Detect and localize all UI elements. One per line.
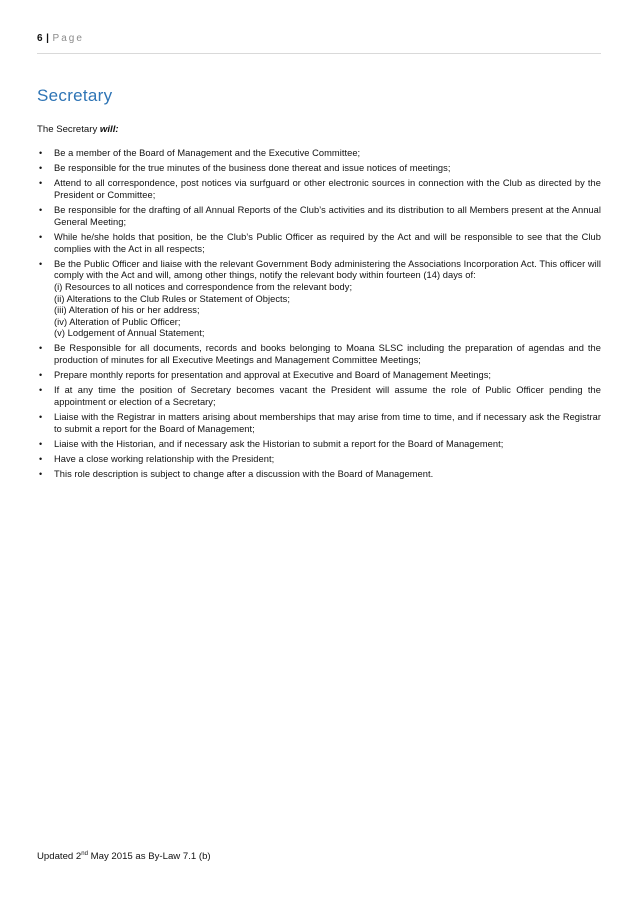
list-item (37, 412, 601, 435)
bullet-icon: • (39, 385, 43, 396)
list-item (37, 370, 601, 382)
list-item (37, 343, 601, 366)
bullet-icon: • (39, 454, 43, 465)
sub-item-text: (i) Resources to all notices and correspondence from the relevant body; (54, 281, 353, 292)
footer-suffix: May 2015 as By-Law 7.1 (b) (87, 851, 211, 862)
bullet-icon: • (39, 469, 43, 480)
list-item (37, 385, 601, 408)
bullet-icon: • (39, 148, 43, 158)
list-item-text: This role description is subject to change after a discussion with the Board of Management. (54, 469, 434, 480)
intro-emphasis: will: (99, 124, 119, 135)
intro-text: The Secretary (37, 124, 100, 135)
list-item (37, 439, 601, 451)
list-item (37, 232, 601, 255)
list-item (37, 178, 601, 201)
footer-prefix: Updated 2 (37, 851, 82, 862)
bullet-icon: • (39, 258, 43, 269)
page-label: Page (52, 33, 84, 44)
bullet-icon: • (39, 205, 43, 216)
sub-item-text: (ii) Alterations to the Club Rules or Statement of Objects; (54, 293, 290, 304)
sub-item-text: (v) Lodgement of Annual Statement; (54, 328, 205, 339)
list-item-text: Have a close working relationship with the President; (54, 454, 275, 465)
intro-line (37, 124, 119, 135)
list-item-text: Be responsible for the true minutes of the business done thereat and issue notices of meetings; (54, 163, 451, 174)
duties-list (37, 148, 601, 485)
footer-superscript: nd (81, 851, 88, 857)
list-item (37, 205, 601, 228)
bullet-icon: • (39, 343, 43, 354)
bullet-icon: • (39, 439, 43, 449)
list-item-text: Be responsible for the drafting of all Annual Reports of the Club’s activities and its distribution to all Members present at the Annual General Meeting; (54, 205, 601, 227)
list-item (37, 454, 601, 466)
list-item (37, 163, 601, 175)
bullet-icon: • (39, 178, 43, 189)
bullet-icon: • (39, 370, 43, 381)
list-item-text: Be Responsible for all documents, records and books belonging to Moana SLSC including the preparation of agendas and the production of minutes for all Executive Meetings and Management Committee Meetings; (54, 343, 601, 366)
list-item-text: Prepare monthly reports for presentation and approval at Executive and Board of Management Meetings; (54, 370, 492, 381)
page-separator: | (46, 33, 50, 44)
bullet-icon: • (39, 231, 43, 242)
list-item-text: Be the Public Officer and liaise with the relevant Government Body administering the Associations Incorporation Act. This officer will comply with the Act and will, among other things, notify the relevant body within fourteen (14) days of: (54, 258, 601, 281)
bullet-icon: • (39, 163, 43, 174)
list-item-text: Liaise with the Registrar in matters arising about memberships that may arise from time to time, and if necessary ask the Registrar to submit a report for the Board of Management; (54, 412, 601, 434)
list-item (37, 148, 601, 160)
list-item (37, 469, 601, 481)
section-title: Secretary (37, 86, 113, 105)
list-item-text: Be a member of the Board of Management and the Executive Committee; (54, 148, 361, 158)
list-item-text: Liaise with the Historian, and if necessary ask the Historian to submit a report for the Board of Management; (54, 439, 504, 449)
page-footer (37, 851, 211, 862)
list-item-text: While he/she holds that position, be the Club’s Public Officer as required by the Act and will be responsible to see that the Club complies with the Act in all respects; (54, 231, 601, 254)
sub-item-text: (iv) Alteration of Public Officer; (54, 316, 181, 327)
list-item (37, 259, 601, 340)
page-header (37, 33, 601, 54)
list-item-text: If at any time the position of Secretary becomes vacant the President will assume the role of Public Officer pending the appointment or election of a Secretary; (54, 385, 601, 408)
bullet-icon: • (39, 412, 43, 423)
sub-item-text: (iii) Alteration of his or her address; (54, 305, 200, 316)
list-item-text: Attend to all correspondence, post notices via surfguard or other electronic sources in connection with the Club as directed by the President or Committee; (54, 178, 601, 200)
page-number: 6 (37, 33, 43, 44)
